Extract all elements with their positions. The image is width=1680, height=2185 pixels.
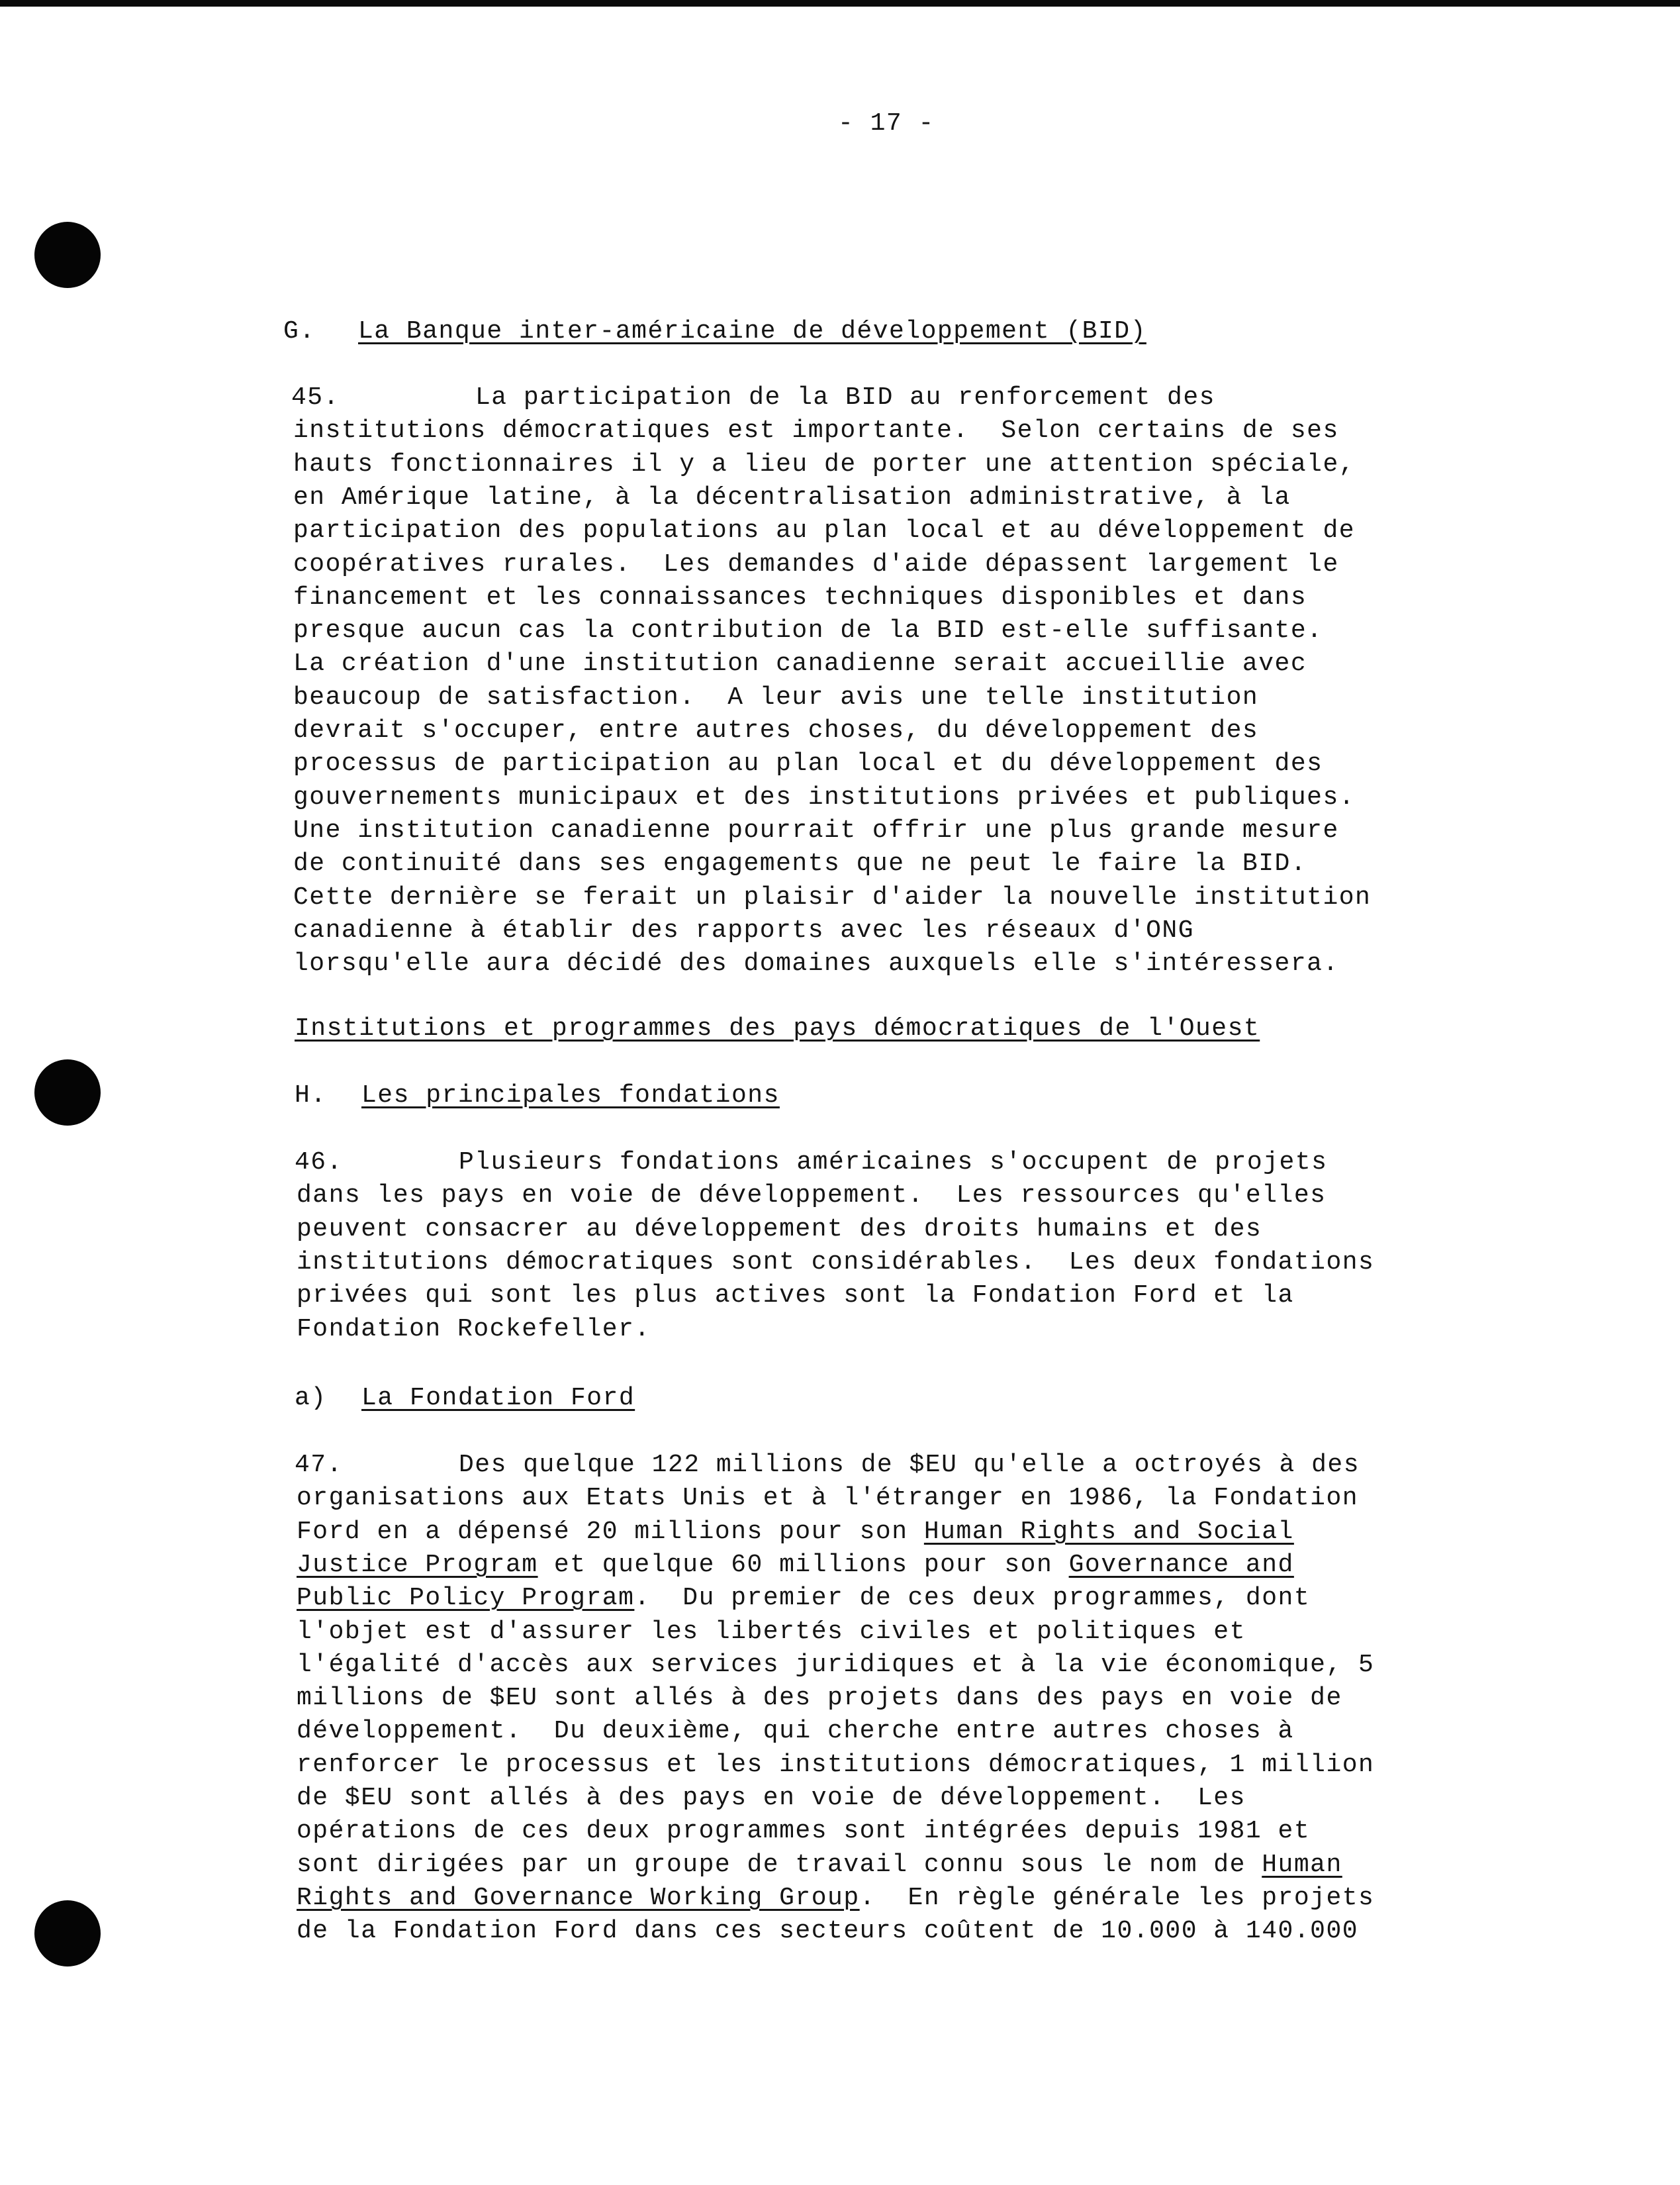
text-line: La participation de la BID au renforcement des — [475, 383, 1215, 412]
paragraph-number: 45. — [291, 383, 340, 412]
text-line — [459, 1453, 1360, 1478]
text-segment: l'objet est d'assurer les libertés civiles et politiques et — [297, 1617, 1246, 1646]
text-line: processus de participation au plan local et du développement des — [293, 750, 1323, 779]
text-line: institutions démocratiques est importante. Selon certains de ses — [293, 416, 1339, 446]
underlined-title: Governance and — [1068, 1550, 1294, 1579]
text-line: hauts fonctionnaires il y a lieu de porter une attention spéciale, — [293, 450, 1356, 479]
text-segment: sont dirigées par un groupe de travail connu sous le nom de — [297, 1850, 1262, 1879]
text-segment: développement. Du deuxième, qui cherche entre autres choses à — [297, 1717, 1294, 1746]
text-line: gouvernements municipaux et des institutions privées et publiques. — [293, 783, 1356, 812]
subsection-a-letter: a) — [295, 1384, 327, 1412]
text-segment: . Du premier de ces deux programmes, dont — [634, 1584, 1311, 1613]
text-line: beaucoup de satisfaction. A leur avis une telle institution — [293, 683, 1259, 712]
text-line — [297, 1750, 1375, 1779]
section-h-letter: H. — [295, 1081, 327, 1110]
section-h-title: Les principales fondations — [361, 1081, 780, 1110]
underlined-title: Rights and Governance Working Group — [297, 1883, 860, 1912]
text-line: Une institution canadienne pourrait offrir une plus grande mesure — [293, 816, 1339, 845]
text-line: de continuité dans ses engagements que ne peut le faire la BID. — [293, 850, 1307, 879]
text-line: Cette dernière se ferait un plaisir d'aider la nouvelle institution — [293, 883, 1372, 912]
text-line: privées qui sont les plus actives sont la Fondation Ford et la — [297, 1281, 1294, 1310]
text-segment: renforcer le processus et les institutions démocratiques, 1 million — [297, 1750, 1375, 1779]
text-segment: de $EU sont allés à des pays en voie de développement. Les — [297, 1784, 1246, 1812]
text-line: canadienne à établir des rapports avec les réseaux d'ONG — [293, 916, 1195, 945]
text-segment: Des quelque 122 millions de $EU qu'elle a octroyés à des — [459, 1451, 1360, 1479]
underlined-title: Public Policy Program — [297, 1584, 635, 1613]
text-line — [297, 1686, 1342, 1711]
text-line: coopératives rurales. Les demandes d'aide dépassent largement le — [293, 550, 1339, 579]
text-line: participation des populations au plan local et au développement de — [293, 516, 1356, 546]
scan-top-border — [0, 0, 1680, 7]
text-line — [297, 1550, 1294, 1579]
section-g-title: La Banque inter-américaine de développement (BID) — [358, 317, 1146, 346]
text-segment: millions de $EU sont allés à des projets dans des pays en voie de — [297, 1684, 1342, 1713]
text-line: financement et les connaissances techniques disponibles et dans — [293, 583, 1307, 612]
text-line — [297, 1919, 1358, 1944]
paragraph-number: 47. — [295, 1451, 343, 1479]
text-line — [297, 1517, 1294, 1546]
underlined-title: Human Rights and Social — [923, 1517, 1294, 1546]
subsection-a-title: La Fondation Ford — [361, 1384, 635, 1412]
text-segment: et quelque 60 millions pour son — [537, 1550, 1069, 1579]
text-line — [297, 1883, 1375, 1912]
text-line: presque aucun cas la contribution de la BID est-elle suffisante. — [293, 616, 1323, 646]
text-line: La création d'une institution canadienne serait accueillie avec — [293, 650, 1307, 679]
punch-hole-bottom — [34, 1900, 101, 1966]
text-segment: Ford en a dépensé 20 millions pour son — [297, 1517, 924, 1546]
text-line: devrait s'occuper, entre autres choses, du développement des — [293, 716, 1259, 745]
part-heading: Institutions et programmes des pays démocratiques de l'Ouest — [295, 1014, 1260, 1043]
text-line: Fondation Rockefeller. — [297, 1314, 651, 1343]
text-segment: de la Fondation Ford dans ces secteurs coûtent de 10.000 à 140.000 — [297, 1917, 1359, 1946]
text-line — [297, 1786, 1246, 1811]
text-line: peuvent consacrer au développement des droits humains et des — [297, 1214, 1262, 1243]
text-line — [297, 1719, 1294, 1744]
text-line: institutions démocratiques sont considérables. Les deux fondations — [297, 1247, 1375, 1277]
text-segment: opérations de ces deux programmes sont intégrées depuis 1981 et — [297, 1817, 1311, 1846]
text-line — [297, 1850, 1342, 1879]
text-line — [297, 1650, 1375, 1679]
text-line — [297, 1617, 1246, 1646]
section-g-letter: G. — [283, 317, 316, 346]
text-segment: organisations aux Etats Unis et à l'étranger en 1986, la Fondation — [297, 1484, 1359, 1513]
text-line: lorsqu'elle aura décidé des domaines auxquels elle s'intéressera. — [293, 949, 1339, 979]
punch-hole-middle — [34, 1059, 101, 1126]
text-line: en Amérique latine, à la décentralisation administrative, à la — [293, 483, 1291, 512]
page-number: - 17 - — [838, 109, 935, 138]
text-line — [297, 1819, 1310, 1844]
paragraph-number: 46. — [295, 1148, 343, 1177]
text-line — [297, 1486, 1358, 1511]
text-segment: l'égalité d'accès aux services juridiques et à la vie économique, 5 — [297, 1650, 1375, 1679]
text-line: Plusieurs fondations américaines s'occupent de projets — [459, 1148, 1328, 1177]
underlined-title: Human — [1262, 1850, 1342, 1879]
punch-hole-top — [34, 222, 101, 288]
text-line — [297, 1586, 1310, 1611]
text-segment: . En règle générale les projets — [859, 1883, 1375, 1912]
underlined-title: Justice Program — [297, 1550, 538, 1579]
text-line: dans les pays en voie de développement. Les ressources qu'elles — [297, 1181, 1327, 1210]
